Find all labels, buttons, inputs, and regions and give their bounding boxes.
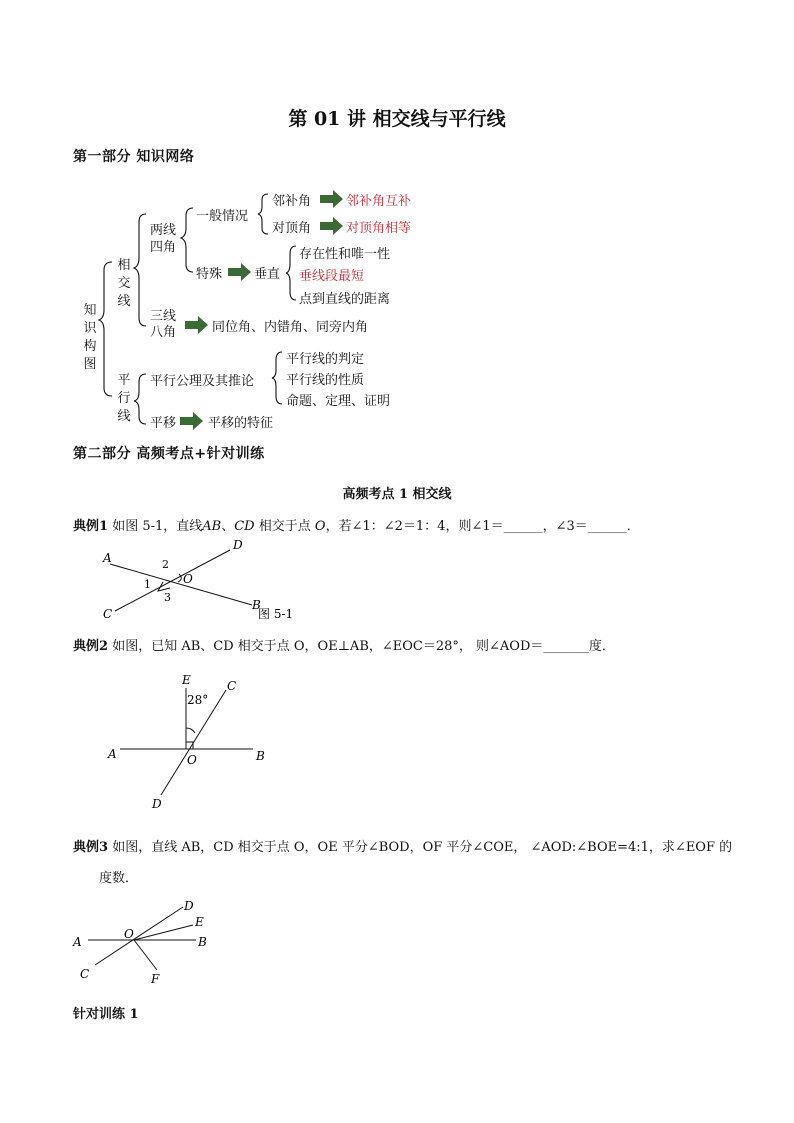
q1-text-a: 如图 5-1，直线 xyxy=(112,519,203,534)
map-chuizhi-item-3: 点到直线的距离 xyxy=(299,292,391,307)
map-gongli-item-3: 命题、定理、证明 xyxy=(286,394,391,409)
q1-text-c: ，若∠1：∠2＝1：4，则∠1＝______，∠3＝______． xyxy=(325,519,640,534)
q3-label-F: F xyxy=(151,972,160,986)
map-liangxian-1: 两线 xyxy=(150,223,177,238)
q3-text-line2: 度数． xyxy=(99,871,139,886)
q2-label-E: E xyxy=(182,673,191,687)
q2-angle-label: 28° xyxy=(187,693,209,707)
map-gongli-item-1: 平行线的判定 xyxy=(286,352,365,367)
map-yibanqingkuang: 一般情况 xyxy=(196,209,249,224)
q1-cd: CD xyxy=(234,519,255,534)
q1-o: O xyxy=(314,519,326,534)
q3-label-C: C xyxy=(80,967,90,981)
map-linbujiao-result: 邻补角互补 xyxy=(346,194,412,209)
q2-label: 典例2 xyxy=(73,639,109,654)
map-chuizhi-item-2: 垂线段最短 xyxy=(299,269,365,284)
q2-label-C: C xyxy=(227,679,237,693)
q2-label-O: O xyxy=(187,753,197,767)
part2-heading: 第二部分 高频考点+针对训练 xyxy=(73,446,265,462)
q3-label: 典例3 xyxy=(73,840,109,855)
map-sanxian-result: 同位角、内错角、同旁内角 xyxy=(212,320,369,335)
q2-body: 如图，已知 AB、CD 相交于点 O，OE⊥AB，∠EOC＝28°， 则∠AOD＝_______度． xyxy=(112,639,615,654)
part1-heading: 第一部分 知识网络 xyxy=(73,149,195,165)
q3-label-A: A xyxy=(73,935,82,949)
map-xiangjiaoxian: 相交线 xyxy=(117,258,131,309)
map-gongli-item-2: 平行线的性质 xyxy=(286,373,365,388)
map-duidingjiao-result: 对顶角相等 xyxy=(346,221,412,236)
map-pingyi: 平移 xyxy=(150,416,177,431)
q2-label-D: D xyxy=(152,797,162,811)
map-chuizhi: 垂直 xyxy=(254,267,281,282)
q1-ab: AB xyxy=(202,519,222,534)
map-sanxian-1: 三线 xyxy=(150,309,177,324)
map-liangxian-2: 四角 xyxy=(150,240,177,255)
page-title: 第 01 讲 相交线与平行线 xyxy=(288,108,506,130)
q1-angle-2: 2 xyxy=(162,558,169,571)
map-root-label: 知识构图 xyxy=(83,303,97,372)
map-linbujiao: 邻补角 xyxy=(272,194,312,209)
q1-sep: 、 xyxy=(221,519,235,534)
q1-label-C: C xyxy=(103,607,113,621)
map-sanxian-2: 八角 xyxy=(150,325,177,340)
q1-angle-3: 3 xyxy=(164,591,171,604)
q1-label-D: D xyxy=(233,538,243,552)
q3-label-O: O xyxy=(124,927,134,941)
q1-fig-caption: 图 5-1 xyxy=(258,607,294,621)
section1-title: 高频考点 1 相交线 xyxy=(342,487,452,502)
q3-label-D: D xyxy=(184,899,194,913)
q1-label-O: O xyxy=(183,572,193,586)
q3-body: 如图，直线 AB，CD 相交于点 O，OE 平分∠BOD，OF 平分∠COE， ∠AOD:∠BOE=4:1，求∠EOF 的 xyxy=(112,840,733,855)
q1-angle-1: 1 xyxy=(144,578,151,591)
training-heading: 针对训练 1 xyxy=(73,1007,139,1022)
q3-label-B: B xyxy=(198,935,207,949)
map-pingxingxian: 平行线 xyxy=(117,373,131,424)
q3-label-E: E xyxy=(195,915,204,929)
q1-label-A: A xyxy=(103,551,112,565)
map-teshu: 特殊 xyxy=(196,267,223,282)
q2-label-B: B xyxy=(256,749,265,763)
map-gongli: 平行公理及其推论 xyxy=(150,374,255,389)
q1-label-B: B xyxy=(252,598,261,612)
map-chuizhi-item-1: 存在性和唯一性 xyxy=(299,247,391,262)
map-duidingjiao: 对顶角 xyxy=(272,221,312,236)
q1-text-b: 相交于点 xyxy=(258,519,311,534)
q2-label-A: A xyxy=(108,747,117,761)
q1-label: 典例1 xyxy=(73,519,109,534)
map-pingyi-result: 平移的特征 xyxy=(208,416,274,431)
